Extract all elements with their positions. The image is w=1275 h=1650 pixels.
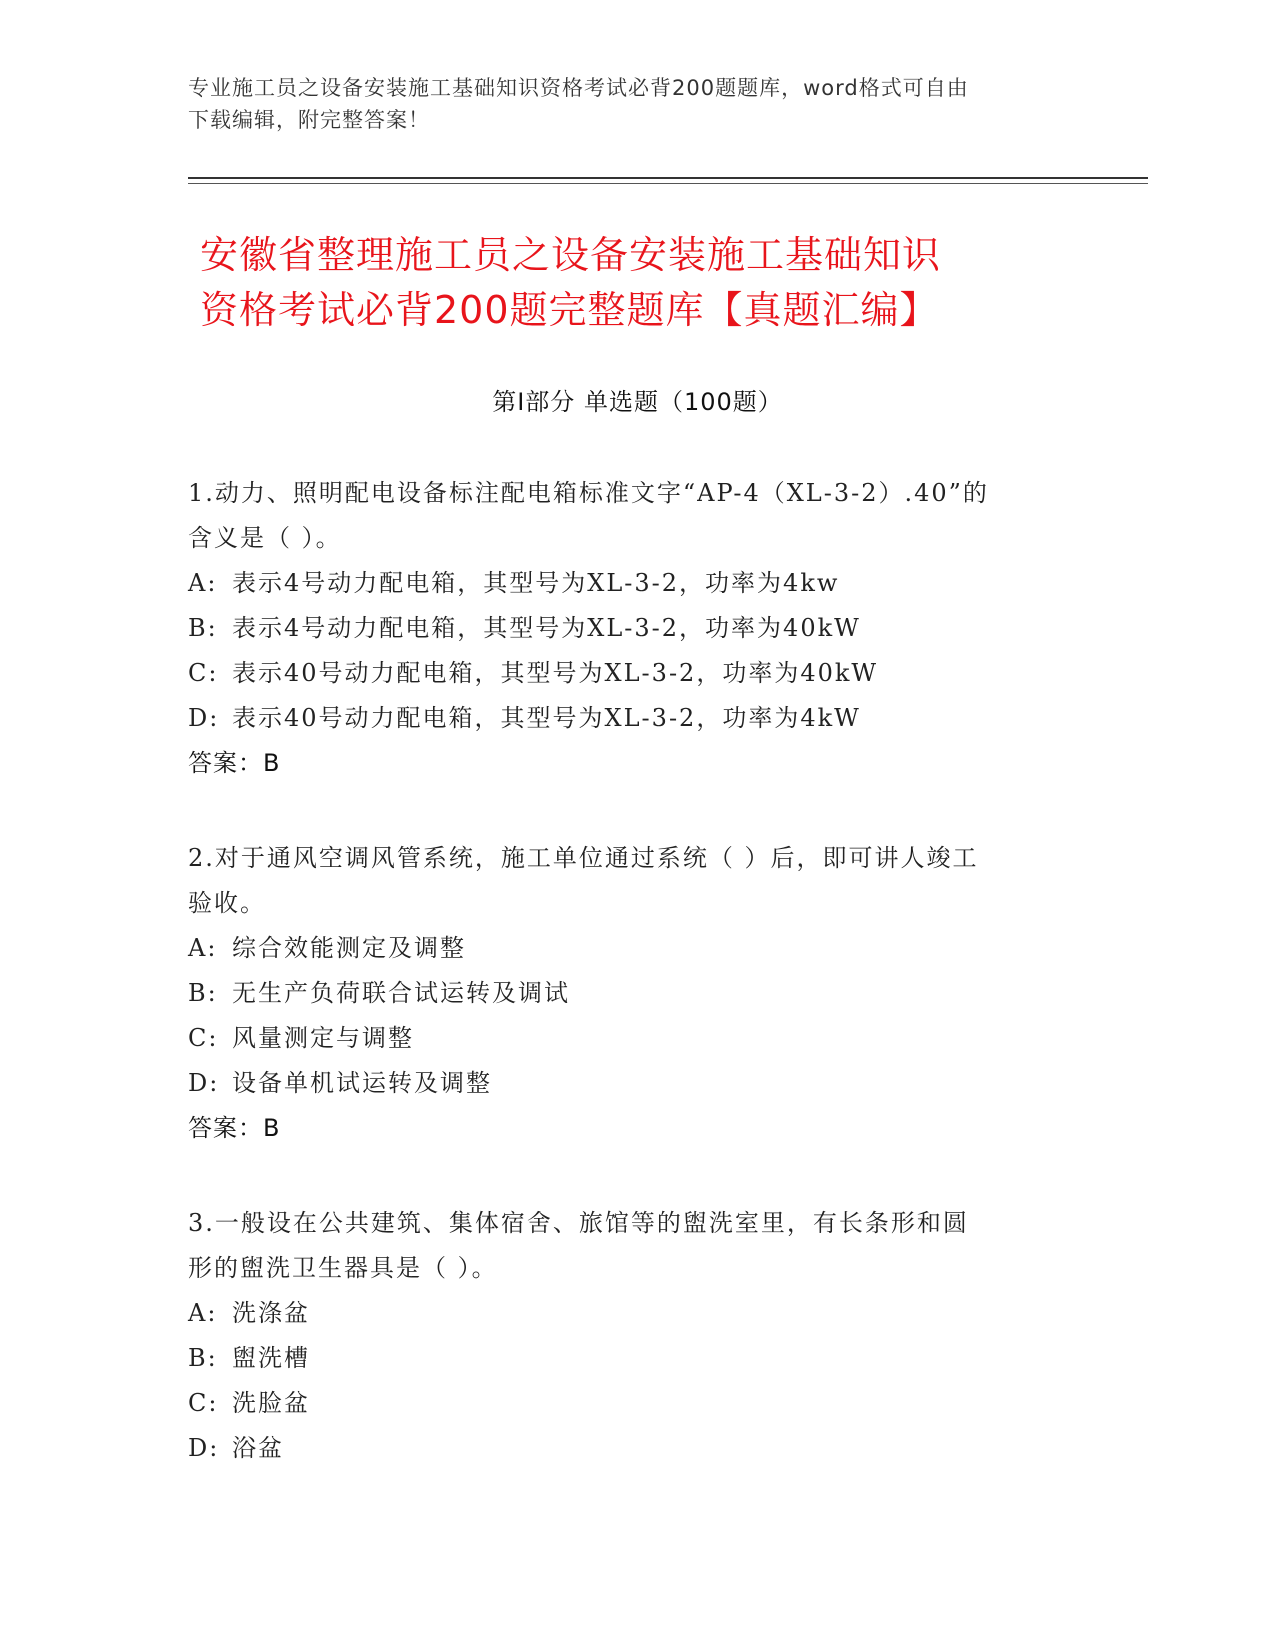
question-answer: 答案：B	[188, 749, 281, 777]
option-text: 洗涤盆	[232, 1299, 310, 1327]
header-note	[188, 72, 1088, 136]
header-divider-thick	[188, 177, 1148, 179]
option-letter: B:	[188, 614, 218, 642]
option-letter: B:	[188, 979, 218, 1007]
option-letter: D:	[188, 704, 220, 732]
question-2	[188, 836, 1088, 1151]
option-text: 表示40号动力配电箱，其型号为XL-3-2，功率为40kW	[232, 659, 879, 687]
option-letter: D:	[188, 1434, 220, 1462]
option-a	[188, 926, 1088, 971]
option-b	[188, 971, 1088, 1016]
option-letter: C:	[188, 1389, 219, 1417]
question-stem-line-2: 验收。	[188, 889, 266, 917]
option-d	[188, 1426, 1088, 1471]
document-title-line-1: 安徽省整理施工员之设备安装施工基础知识	[200, 233, 942, 277]
option-letter: C:	[188, 1024, 219, 1052]
question-stem	[188, 471, 1088, 561]
option-c	[188, 1016, 1088, 1061]
option-a	[188, 1291, 1088, 1336]
option-letter: A:	[188, 934, 218, 962]
question-stem-line-1: 2.对于通风空调风管系统，施工单位通过系统（ ）后，即可讲人竣工	[188, 844, 979, 872]
option-text: 洗脸盆	[232, 1389, 310, 1417]
question-stem-line-2: 形的盥洗卫生器具是（ ）。	[188, 1254, 498, 1282]
question-stem-line-2: 含义是（ ）。	[188, 524, 342, 552]
option-letter: D:	[188, 1069, 220, 1097]
question-stem-line-1: 3.一般设在公共建筑、集体宿舍、旅馆等的盥洗室里，有长条形和圆	[188, 1209, 969, 1237]
option-letter: A:	[188, 569, 218, 597]
option-letter: B:	[188, 1344, 218, 1372]
option-text: 表示4号动力配电箱，其型号为XL-3-2，功率为40kW	[232, 614, 861, 642]
document-title-line-2: 资格考试必背200题完整题库【真题汇编】	[200, 288, 939, 332]
option-letter: A:	[188, 1299, 218, 1327]
option-text: 设备单机试运转及调整	[232, 1069, 492, 1097]
option-d	[188, 1061, 1088, 1106]
option-b	[188, 606, 1088, 651]
document-title	[200, 228, 1100, 338]
section-heading: 第I部分 单选题（100题）	[492, 388, 783, 416]
option-text: 浴盆	[232, 1434, 284, 1462]
question-stem-line-1: 1.动力、照明配电设备标注配电箱标准文字“AP-4（XL-3-2）.40”的	[188, 479, 989, 507]
header-note-line-2: 下载编辑，附完整答案！	[188, 108, 430, 132]
option-c	[188, 1381, 1088, 1426]
option-letter: C:	[188, 659, 219, 687]
option-d	[188, 696, 1088, 741]
question-1	[188, 471, 1088, 786]
header-divider-thin	[188, 183, 1148, 184]
option-a	[188, 561, 1088, 606]
option-text: 综合效能测定及调整	[232, 934, 466, 962]
option-c	[188, 651, 1088, 696]
option-text: 无生产负荷联合试运转及调试	[232, 979, 570, 1007]
option-b	[188, 1336, 1088, 1381]
option-text: 表示4号动力配电箱，其型号为XL-3-2，功率为4kw	[232, 569, 840, 597]
header-note-line-1: 专业施工员之设备安装施工基础知识资格考试必背200题题库，word格式可自由	[188, 76, 969, 100]
option-text: 表示40号动力配电箱，其型号为XL-3-2，功率为4kW	[232, 704, 861, 732]
question-stem	[188, 836, 1088, 926]
question-stem	[188, 1201, 1088, 1291]
option-text: 风量测定与调整	[232, 1024, 414, 1052]
question-answer: 答案：B	[188, 1114, 281, 1142]
option-text: 盥洗槽	[232, 1344, 310, 1372]
question-3	[188, 1201, 1088, 1471]
